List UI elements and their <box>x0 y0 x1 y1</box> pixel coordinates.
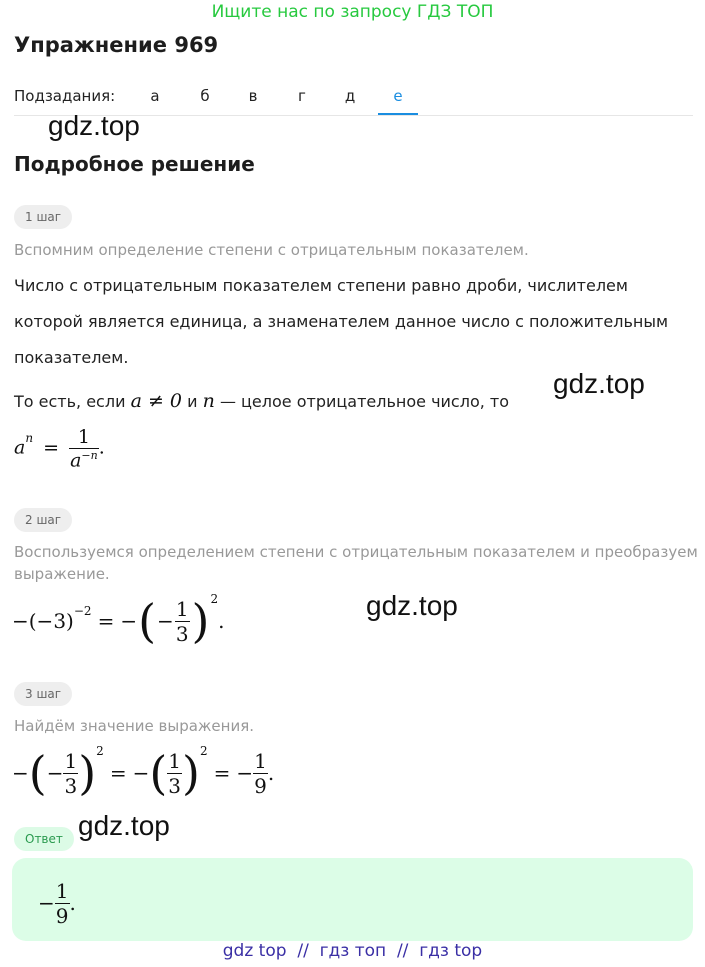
condition-prefix: То есть, если <box>14 392 126 411</box>
tab-g[interactable]: г <box>298 87 306 105</box>
active-tab-indicator <box>378 113 418 115</box>
step-2-hint-line-2: выражение. <box>14 565 110 583</box>
tab-e[interactable]: е <box>393 87 403 105</box>
tab-b[interactable]: б <box>200 87 210 105</box>
footer-links[interactable]: gdz top // гдз топ // гдз top <box>222 941 483 961</box>
answer-value: − $\frac{1}{9}$ . <box>38 878 76 928</box>
formula-step-3: − ( − $\frac{1}{3}$ ) $^2$ = − ( $\frac{1}{3}$ ) $^2$ = − $\frac{1}{9}$ . <box>12 744 275 800</box>
formula-step-2: −(−3) $^{-2}$ = − ( − $\frac{1}{3}$ ) $^2$ . <box>12 592 225 648</box>
step-1-condition <box>14 390 509 412</box>
step-1-text-line-3: показателем. <box>14 348 129 367</box>
watermark: gdz.top <box>78 810 170 841</box>
step-3-hint: Найдём значение выражения. <box>14 717 255 735</box>
step-1-text-line-1: Число с отрицательным показателем степени равно дроби, числителем <box>14 276 628 295</box>
answer-badge: Ответ <box>14 827 74 851</box>
page-title: Упражнение 969 <box>14 33 219 57</box>
answer-box <box>12 858 693 941</box>
step-1-badge: 1 шаг <box>14 205 72 229</box>
step-1-text-line-2: которой является единица, а знаменателем данное число с положительным <box>14 312 669 331</box>
condition-a-ne-0: a ≠ 0 <box>130 390 182 412</box>
step-2-hint-line-1: Воспользуемся определением степени с отрицательным показателем и преобразуем <box>14 543 698 561</box>
top-search-link[interactable]: Ищите нас по запросу ГДЗ ТОП <box>211 2 494 22</box>
tab-a[interactable]: а <box>150 87 160 105</box>
tab-v[interactable]: в <box>248 87 258 105</box>
tab-d[interactable]: д <box>344 87 356 105</box>
watermark: gdz.top <box>553 368 645 399</box>
condition-suffix: — целое отрицательное число, то <box>219 392 510 411</box>
step-1-hint: Вспомним определение степени с отрицательным показателем. <box>14 241 529 259</box>
step-3-badge: 3 шаг <box>14 682 72 706</box>
watermark: gdz.top <box>48 110 140 141</box>
condition-mid: и <box>187 392 198 411</box>
formula-negative-exponent: $a^n$ = $\frac{1}{a^{-n}}$ . <box>14 426 105 472</box>
watermark: gdz.top <box>366 590 458 621</box>
solution-heading: Подробное решение <box>14 152 255 176</box>
condition-n: n <box>202 390 215 412</box>
step-2-badge: 2 шаг <box>14 508 72 532</box>
subtasks-label: Подзадания: <box>14 87 116 105</box>
